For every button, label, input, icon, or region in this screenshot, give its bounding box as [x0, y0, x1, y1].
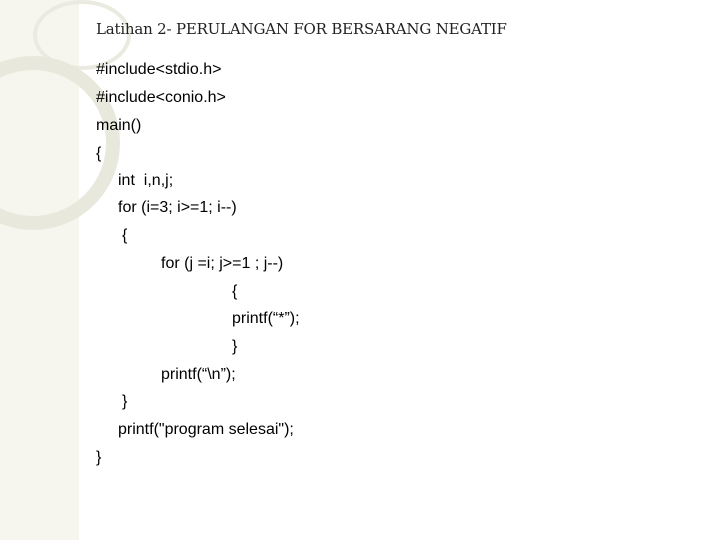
code-line-8: for (j =i; j>=1 ; j--) [161, 255, 284, 272]
slide-title: Latihan 2- PERULANGAN FOR BERSARANG NEGATIF [96, 20, 507, 38]
code-line-10: printf(“*”); [232, 310, 300, 327]
code-line-7: { [122, 227, 128, 244]
decorative-ring-large [0, 56, 120, 230]
code-line-11: } [232, 338, 238, 355]
code-line-5: int i,n,j; [118, 172, 174, 189]
code-line-13: } [122, 393, 128, 410]
code-line-3: main() [96, 117, 142, 134]
code-line-1: #include<stdio.h> [96, 61, 222, 78]
code-line-6: for (i=3; i>=1; i--) [118, 199, 237, 216]
code-line-4: { [96, 145, 102, 162]
code-line-15: } [96, 449, 102, 466]
code-line-12: printf(“\n”); [161, 366, 236, 383]
code-line-2: #include<conio.h> [96, 89, 226, 106]
code-line-14: printf("program selesai"); [118, 421, 294, 438]
code-line-9: { [232, 283, 238, 300]
